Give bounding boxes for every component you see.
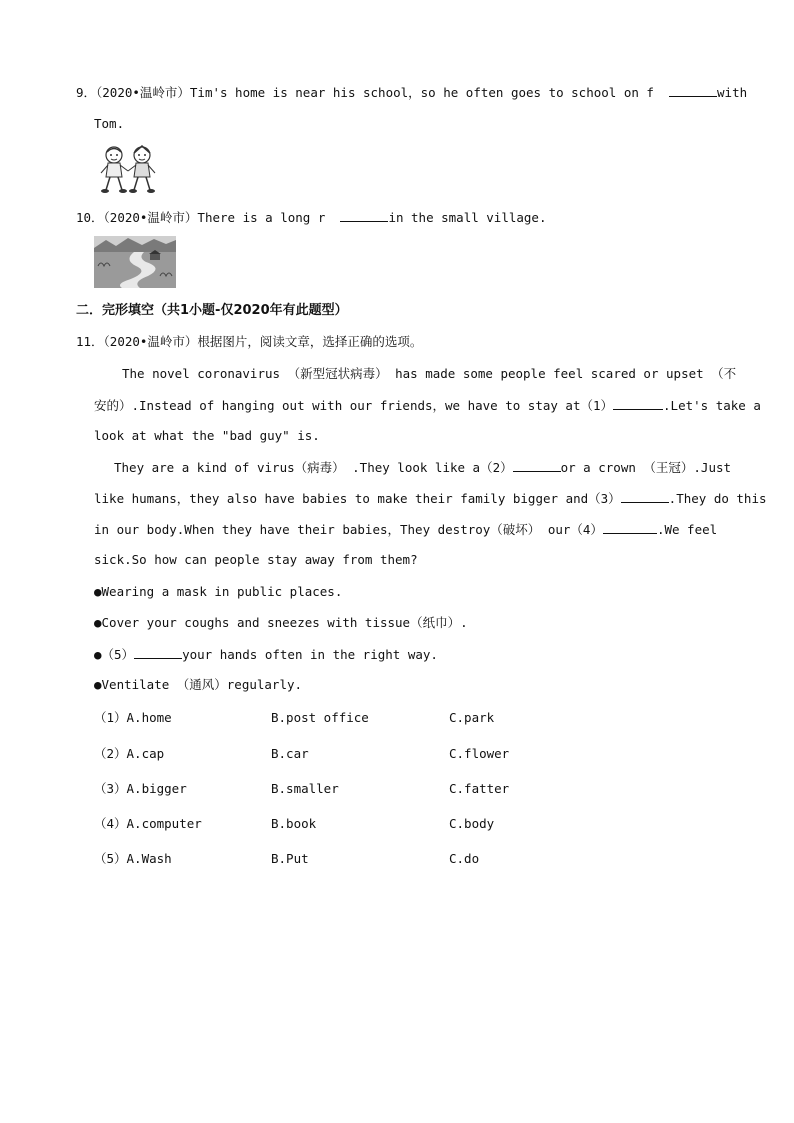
q11-p2-line2-before: like humans，they also have babies to make their family bigger and（3） (94, 491, 621, 506)
option-c[interactable]: C.park (449, 710, 495, 725)
q9-children-image (96, 143, 160, 197)
q11-p2-line3-after: .We feel (656, 522, 718, 537)
option-a[interactable]: （5）A.Wash (94, 851, 172, 866)
q9-text-after: with (717, 85, 748, 100)
q11-p1-line2 (94, 397, 761, 414)
q11-p2-line1-before: They are a kind of virus（病毒） .They look like a（2） (114, 460, 513, 475)
q11-bullet-3 (94, 646, 438, 663)
q11-p1-line2-after: .Let's take a (663, 398, 761, 413)
q11-bullet-3-after: your hands often in the right way. (182, 647, 438, 662)
option-c[interactable]: C.fatter (449, 781, 510, 796)
option-b[interactable]: B.car (271, 746, 309, 761)
q11-p1-line3: look at what the "bad guy" is. (94, 428, 320, 443)
q11-p2-line3-before: in our body.When they have their babies，They destroy（破坏） our（4） (94, 522, 603, 537)
q10-line (76, 209, 546, 226)
q10-text-before: 10．（2020•温岭市）There is a long r (76, 210, 326, 225)
q11-p2-line2 (94, 490, 767, 507)
q11-intro: 11．（2020•温岭市）根据图片，阅读文章，选择正确的选项。 (76, 334, 423, 349)
option-c[interactable]: C.flower (449, 746, 510, 761)
q10-blank[interactable] (340, 209, 388, 222)
q9-blank[interactable] (669, 84, 717, 97)
option-a[interactable]: （3）A.bigger (94, 781, 187, 796)
option-b[interactable]: B.book (271, 816, 317, 831)
q11-p1-line2-before: 安的）.Instead of hanging out with our friends，we have to stay at（1） (94, 398, 614, 413)
q11-blank-3[interactable] (621, 490, 669, 503)
option-b[interactable]: B.post office (271, 710, 369, 725)
option-b[interactable]: B.Put (271, 851, 309, 866)
option-a[interactable]: （4）A.computer (94, 816, 202, 831)
q11-p2-line4: sick.So how can people stay away from them? (94, 552, 418, 567)
option-a[interactable]: （1）A.home (94, 710, 172, 725)
option-a[interactable]: （2）A.cap (94, 746, 165, 761)
q9-line1 (76, 84, 747, 101)
q11-p2-line2-after: .They do this (668, 491, 767, 506)
section-heading: 二．完形填空（共1小题-仅2020年有此题型） (76, 303, 348, 318)
q10-river-image (94, 236, 176, 288)
q11-bullet-4: ●Ventilate （通风）regularly. (94, 677, 303, 692)
q11-bullet-1: ●Wearing a mask in public places. (94, 584, 343, 599)
option-c[interactable]: C.body (449, 816, 495, 831)
q11-bullet-3-before: ●（5） (94, 647, 135, 662)
q11-p2-line1-after: or a crown （王冠）.Just (560, 460, 732, 475)
q11-p1-line1: The novel coronavirus （新型冠状病毒） has made some people feel scared or upset （不 (122, 366, 737, 381)
q9-text-before: 9．（2020•温岭市）Tim's home is near his school，so he often goes to school on f (76, 85, 654, 100)
q10-text-after: in the small village. (388, 210, 547, 225)
option-b[interactable]: B.smaller (271, 781, 339, 796)
q11-blank-1[interactable] (613, 397, 663, 410)
q11-bullet-2: ●Cover your coughs and sneezes with tissue（纸巾）. (94, 615, 468, 630)
q11-blank-4[interactable] (603, 521, 657, 534)
q11-blank-2[interactable] (513, 459, 561, 472)
q11-blank-5[interactable] (134, 646, 182, 659)
option-c[interactable]: C.do (449, 851, 480, 866)
q9-line2: Tom. (94, 116, 125, 131)
q11-p2-line3 (94, 521, 717, 538)
q11-p2-line1 (114, 459, 731, 476)
